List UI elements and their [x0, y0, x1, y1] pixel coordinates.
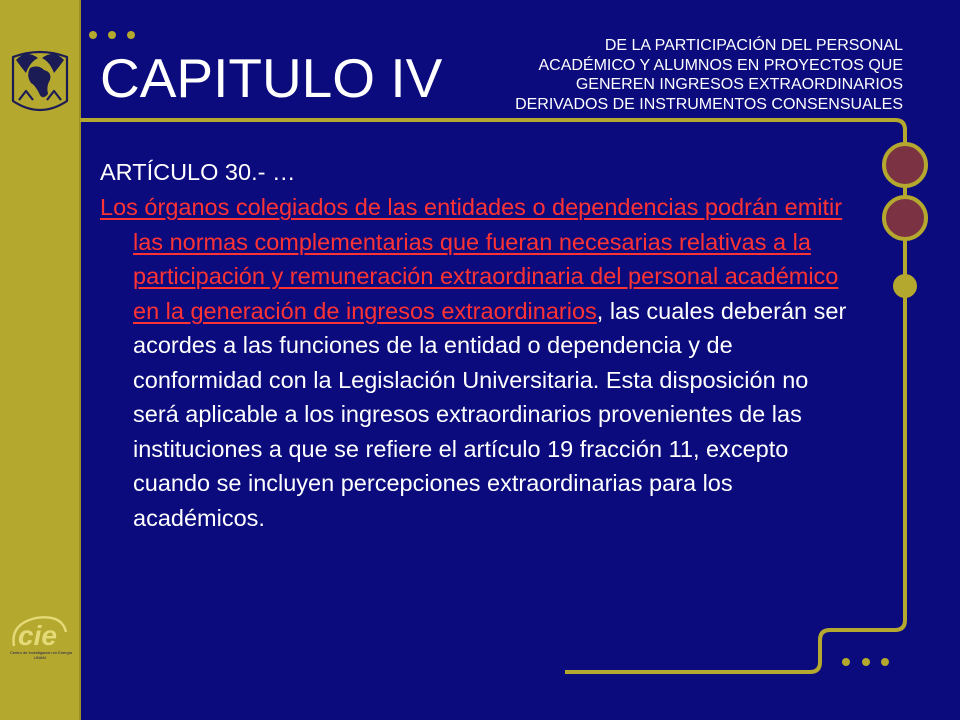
circle-bullet-icon	[893, 274, 917, 298]
underlined-text: Los órganos colegiados de las entidades o dependencias podrán emitir las normas complementarias que fueran necesarias relativas a la participación y remuneración extraordinaria del personal académico en la generación de ingresos extraordinarios	[100, 194, 843, 324]
article-heading: ARTÍCULO 30.- …	[100, 159, 296, 185]
three-dots-icon	[89, 31, 135, 39]
subtitle-line: DERIVADOS DE INSTRUMENTOS CONSENSUALES	[515, 95, 903, 113]
subtitle-line: GENEREN INGRESOS EXTRAORDINARIOS	[575, 76, 903, 93]
unam-crest-icon	[7, 43, 73, 121]
circle-bullet-icon	[884, 197, 926, 239]
crest-map	[28, 66, 50, 97]
subtitle-line: DE LA PARTICIPACIÓN DEL PERSONAL	[604, 37, 903, 54]
cie-logo-icon	[6, 610, 76, 666]
three-dots-icon	[842, 658, 889, 666]
top-dot	[108, 31, 116, 39]
body-text: , las cuales deberán ser acordes a las funciones de la entidad o dependencia y de conformidad con la Legislación Universitaria. Esta disposición no será aplicable a los ingresos extraordinarios provenientes de las instituciones a que se refiere el artículo 19 fracción 11, excepto cuando se incluyen percepciones extraordinarias para los académicos.	[133, 297, 847, 531]
cie-logo-letters: cie	[18, 620, 57, 651]
top-dot	[127, 31, 135, 39]
cie-logo-caption: Centro de Investigación en Energía	[10, 650, 73, 655]
slide-subtitle	[515, 36, 903, 114]
circle-bullet-icon	[884, 144, 926, 186]
subtitle-line: ACADÉMICO Y ALUMNOS EN PROYECTOS QUE	[538, 56, 903, 74]
slide-title: CAPITULO IV	[100, 47, 443, 109]
cie-logo-caption-unam: UNAM	[34, 655, 46, 660]
top-dot	[89, 31, 97, 39]
bottom-dot	[881, 658, 889, 666]
crest-condor-wing	[42, 54, 64, 73]
bottom-dot	[862, 658, 870, 666]
article-body	[100, 190, 855, 535]
bottom-dot	[842, 658, 850, 666]
